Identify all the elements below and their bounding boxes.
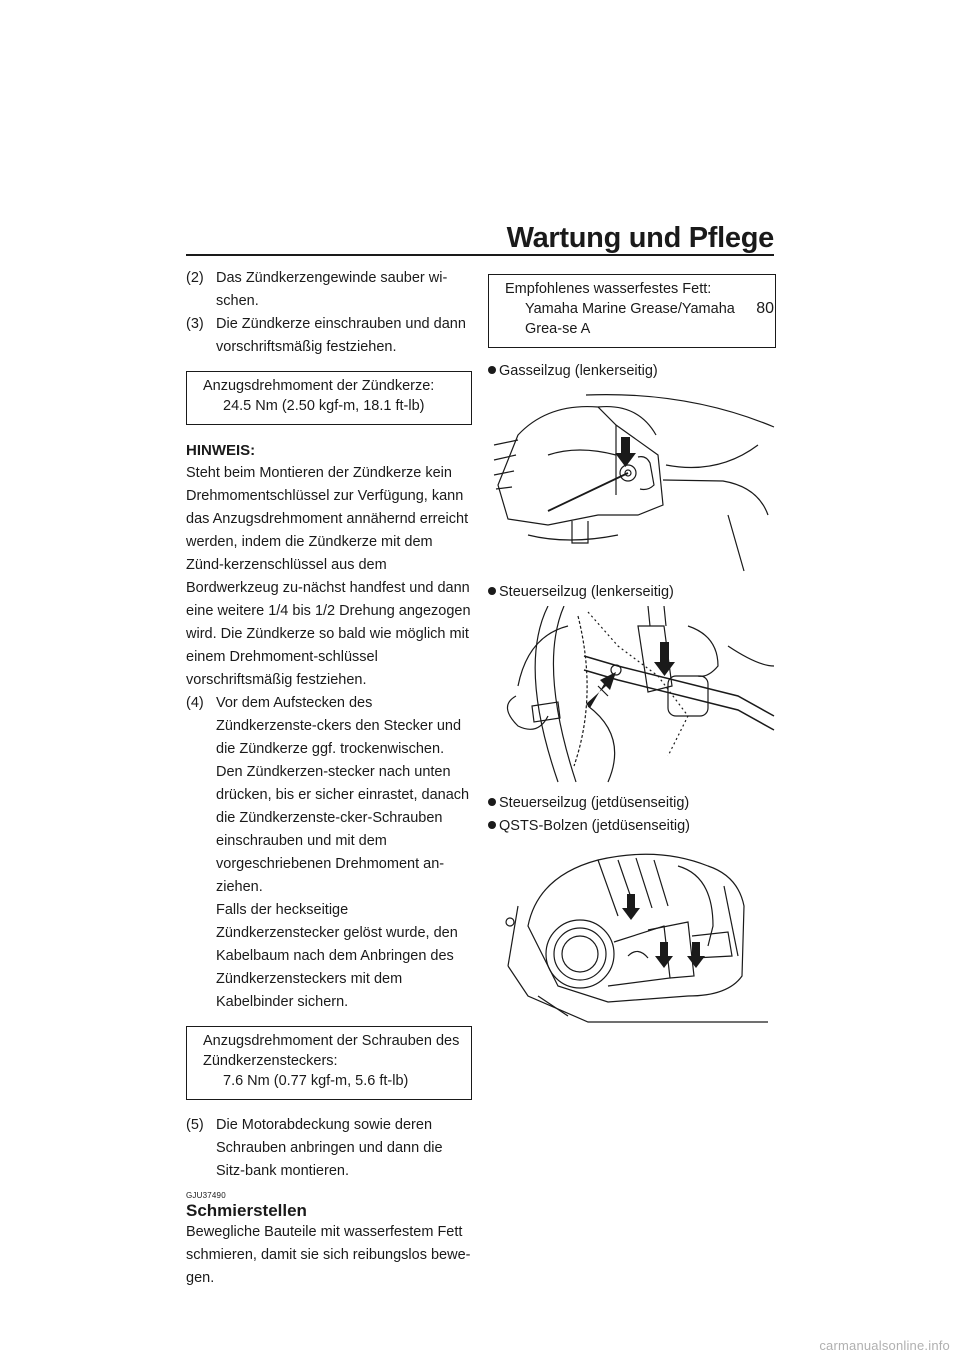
bullet-icon [488, 366, 496, 374]
bullet-icon [488, 798, 496, 806]
bullet-qsts-bolt-jet-nozzle [488, 815, 776, 838]
step-3 [186, 313, 472, 359]
bullet-text: Gasseilzug (lenkerseitig) [499, 363, 658, 379]
spec-value: 7.6 Nm (0.77 kgf-m, 5.6 ft-lb) [223, 1073, 409, 1089]
figure-throttle-cable [488, 385, 776, 573]
step-text: Vor dem Aufstecken des Zündkerzenste-ckers den Stecker und die Zündkerze ggf. trockenwischen. Den Zündkerzen-stecker nach unten drücken, bis er sicher einrastet, danach die Zündkerzenste-cker-Schrauben einschrauben und mit dem vorgeschriebenen Drehmoment an-ziehen. [216, 695, 470, 895]
spec-label: Anzugsdrehmoment der Schrauben des Zündkerzensteckers: [203, 1033, 460, 1069]
step-2 [186, 267, 472, 313]
step-text: Die Motorabdeckung sowie deren Schrauben anbringen und dann die Sitz-bank montieren. [216, 1117, 443, 1179]
step-number: (3) [186, 316, 204, 332]
step-number: (4) [186, 695, 204, 711]
bullet-steering-cable-jet-nozzle [488, 792, 776, 815]
step-text: Die Zündkerze einschrauben und dann vorschriftsmäßig festziehen. [216, 316, 466, 355]
spec-label: Anzugsdrehmoment der Zündkerze: [203, 378, 435, 394]
figure-jet-nozzle [488, 846, 776, 1026]
header-rule [186, 254, 774, 256]
figure-steering-cable-handlebar [488, 606, 776, 784]
step-number: (5) [186, 1117, 204, 1133]
note-heading: HINWEIS: [186, 442, 256, 459]
step-text: Das Zündkerzengewinde sauber wi-schen. [216, 270, 448, 309]
step-4 [186, 692, 472, 899]
note-text: Steht beim Montieren der Zündkerze kein Drehmomentschlüssel zur Verfügung, kann das Anzugsdrehmoment annähernd erreicht werden, indem die Zündkerze mit dem Zünd-kerzenschlüssel aus dem Bordwerkzeug zu-nächst handfest und dann eine weitere 1/4 bis 1/2 Drehung angezogen wird. Die Zündkerze so bald wie möglich mit einem Drehmoment-schlüssel vorschriftsmäßig festziehen. [186, 465, 471, 688]
spec-box-grease [488, 274, 776, 348]
step-4-extra: Falls der heckseitige Zündkerzenstecker gelöst wurde, den Kabelbaum nach dem Anbringen des Zündkerzensteckers mit dem Kabelbinder sichern. [216, 902, 458, 1010]
bullet-text: Steuerseilzug (jetdüsenseitig) [499, 795, 690, 811]
watermark: carmanualsonline.info [819, 1338, 950, 1353]
bullet-icon [488, 821, 496, 829]
bullet-steering-cable-handlebar [488, 581, 776, 604]
bullet-throttle-cable-handlebar [488, 360, 776, 383]
section-code: GJU37490 [186, 1191, 226, 1200]
bullet-text: QSTS-Bolzen (jetdüsenseitig) [499, 818, 690, 834]
bullet-text: Steuerseilzug (lenkerseitig) [499, 584, 674, 600]
right-column [488, 268, 776, 1034]
spec-value: 24.5 Nm (2.50 kgf-m, 18.1 ft-lb) [223, 398, 425, 414]
page-title: Wartung und Pflege [506, 222, 774, 254]
step-number: (2) [186, 270, 204, 286]
spec-label: Empfohlenes wasserfestes Fett: [505, 281, 712, 297]
spec-box-spark-plug-torque [186, 371, 472, 425]
section-text: Bewegliche Bauteile mit wasserfestem Fett schmieren, damit sie sich reibungslos bewe-gen. [186, 1224, 471, 1286]
spec-value: Yamaha Marine Grease/Yamaha Grea-se A [525, 301, 735, 337]
left-column [186, 267, 472, 1290]
bullet-icon [488, 587, 496, 595]
section-title: Schmierstellen [186, 1201, 307, 1220]
page-number: 80 [756, 300, 774, 317]
spec-box-plug-cap-bolt-torque [186, 1026, 472, 1100]
step-5 [186, 1114, 472, 1183]
